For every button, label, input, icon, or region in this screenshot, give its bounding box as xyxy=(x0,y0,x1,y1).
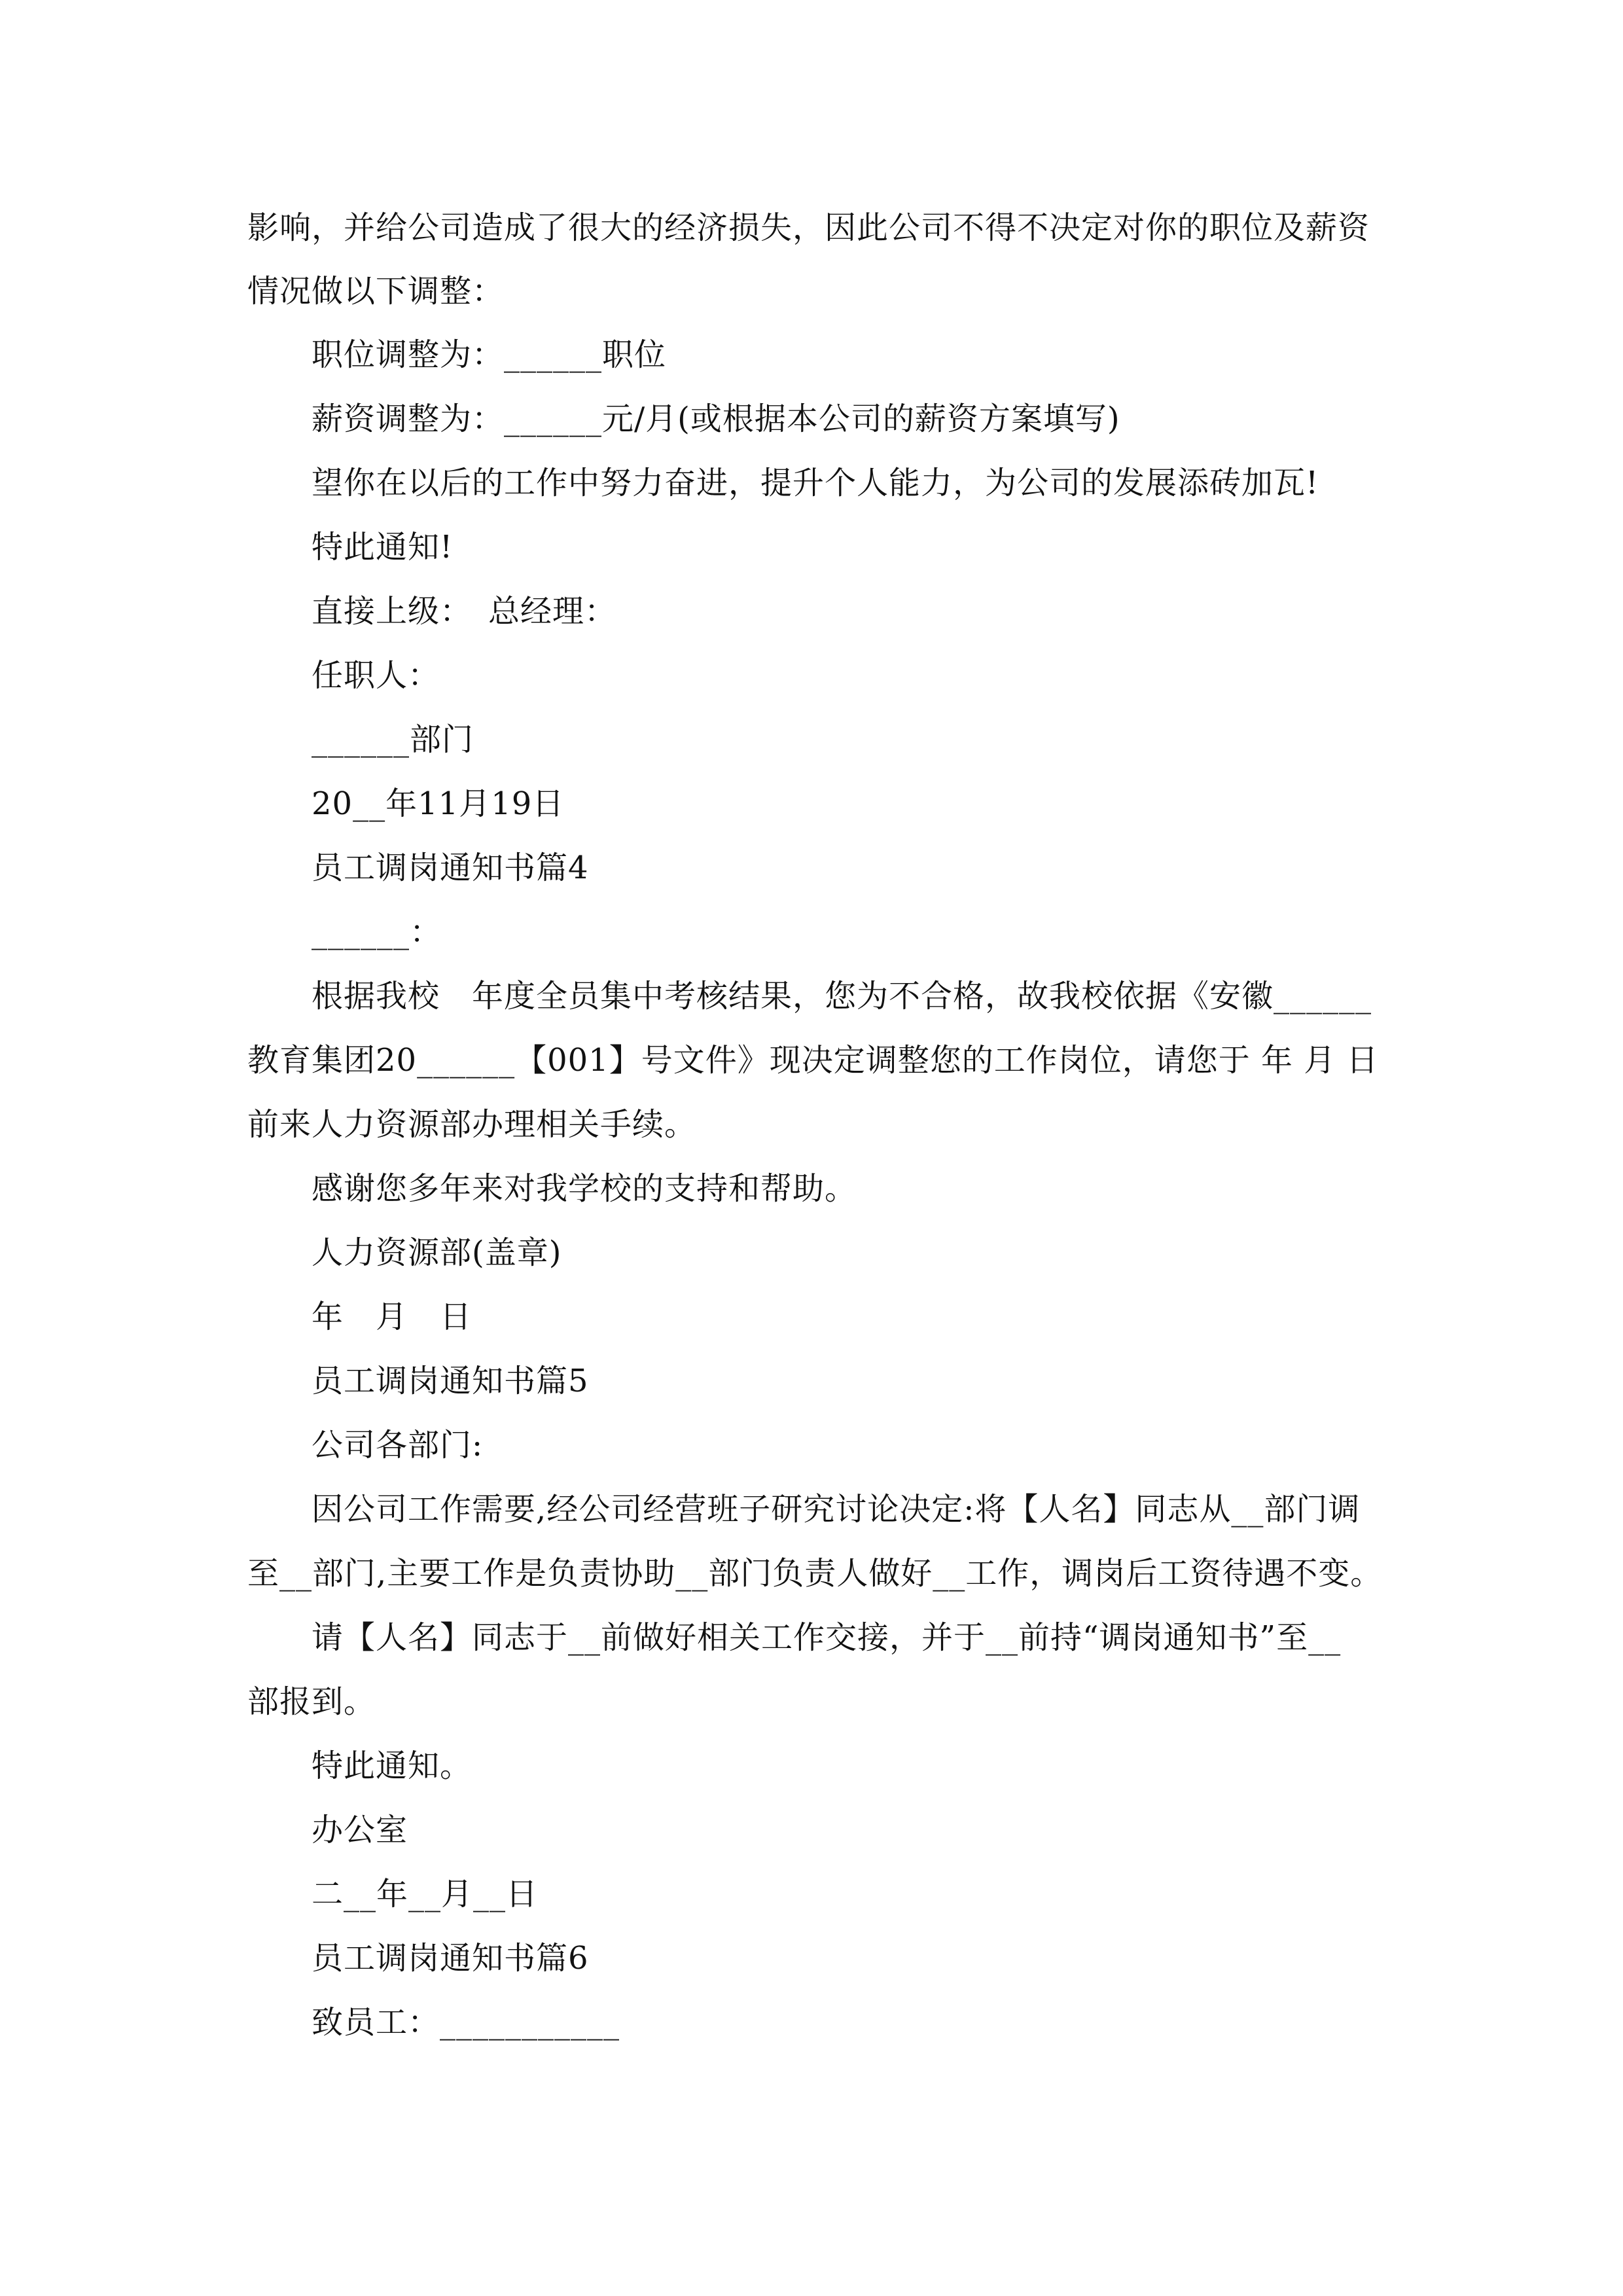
section-heading-5: 员工调岗通知书篇5 xyxy=(312,1363,589,1399)
paragraph-line-7: 直接上级： 总经理： xyxy=(312,593,617,630)
section-heading-4: 员工调岗通知书篇4 xyxy=(312,850,589,886)
paragraph-line-24: 部报到。 xyxy=(247,1683,376,1720)
paragraph-line-20: 公司各部门: xyxy=(312,1427,484,1463)
paragraph-line-27: 二__年__月__日 xyxy=(312,1876,539,1912)
paragraph-line-13: 根据我校 年度全员集中考核结果，您为不合格，故我校依据《安徽______ xyxy=(312,978,1372,1014)
paragraph-line-15: 前来人力资源部办理相关手续。 xyxy=(247,1106,697,1143)
paragraph-line-4: 薪资调整为：______元/月(或根据本公司的薪资方案填写) xyxy=(312,401,1120,437)
paragraph-line-18: 年 月 日 xyxy=(312,1299,473,1335)
paragraph-line-10: 20__年11月19日 xyxy=(312,785,565,822)
paragraph-line-23: 请【人名】同志于__前做好相关工作交接，并于__前持“调岗通知书”至__ xyxy=(312,1619,1342,1656)
paragraph-line-29: 致员工：___________ xyxy=(312,2004,620,2041)
paragraph-line-1: 影响，并给公司造成了很大的经济损失，因此公司不得不决定对你的职位及薪资 xyxy=(247,209,1370,246)
paragraph-line-8: 任职人： xyxy=(312,657,440,694)
paragraph-line-5: 望你在以后的工作中努力奋进，提升个人能力，为公司的发展添砖加瓦! xyxy=(312,465,1319,501)
paragraph-line-16: 感谢您多年来对我学校的支持和帮助。 xyxy=(312,1170,857,1207)
paragraph-line-2: 情况做以下调整： xyxy=(247,273,505,310)
paragraph-line-3: 职位调整为：______职位 xyxy=(312,336,667,373)
paragraph-line-12: ______： xyxy=(312,914,442,950)
paragraph-line-26: 办公室 xyxy=(312,1812,408,1848)
paragraph-line-14: 教育集团20______【001】号文件》现决定调整您的工作岗位，请您于 年 月 日 xyxy=(247,1042,1379,1079)
paragraph-line-17: 人力资源部(盖章) xyxy=(312,1234,562,1271)
paragraph-line-21: 因公司工作需要,经公司经营班子研究讨论决定:将【人名】同志从__部门调 xyxy=(312,1491,1361,1528)
paragraph-line-9: ______部门 xyxy=(312,721,474,758)
paragraph-line-25: 特此通知。 xyxy=(312,1748,473,1784)
paragraph-line-22: 至__部门,主要工作是负责协助__部门负责人做好__工作，调岗后工资待遇不变。 xyxy=(247,1555,1383,1592)
paragraph-line-6: 特此通知! xyxy=(312,529,454,565)
section-heading-6: 员工调岗通知书篇6 xyxy=(312,1940,589,1977)
